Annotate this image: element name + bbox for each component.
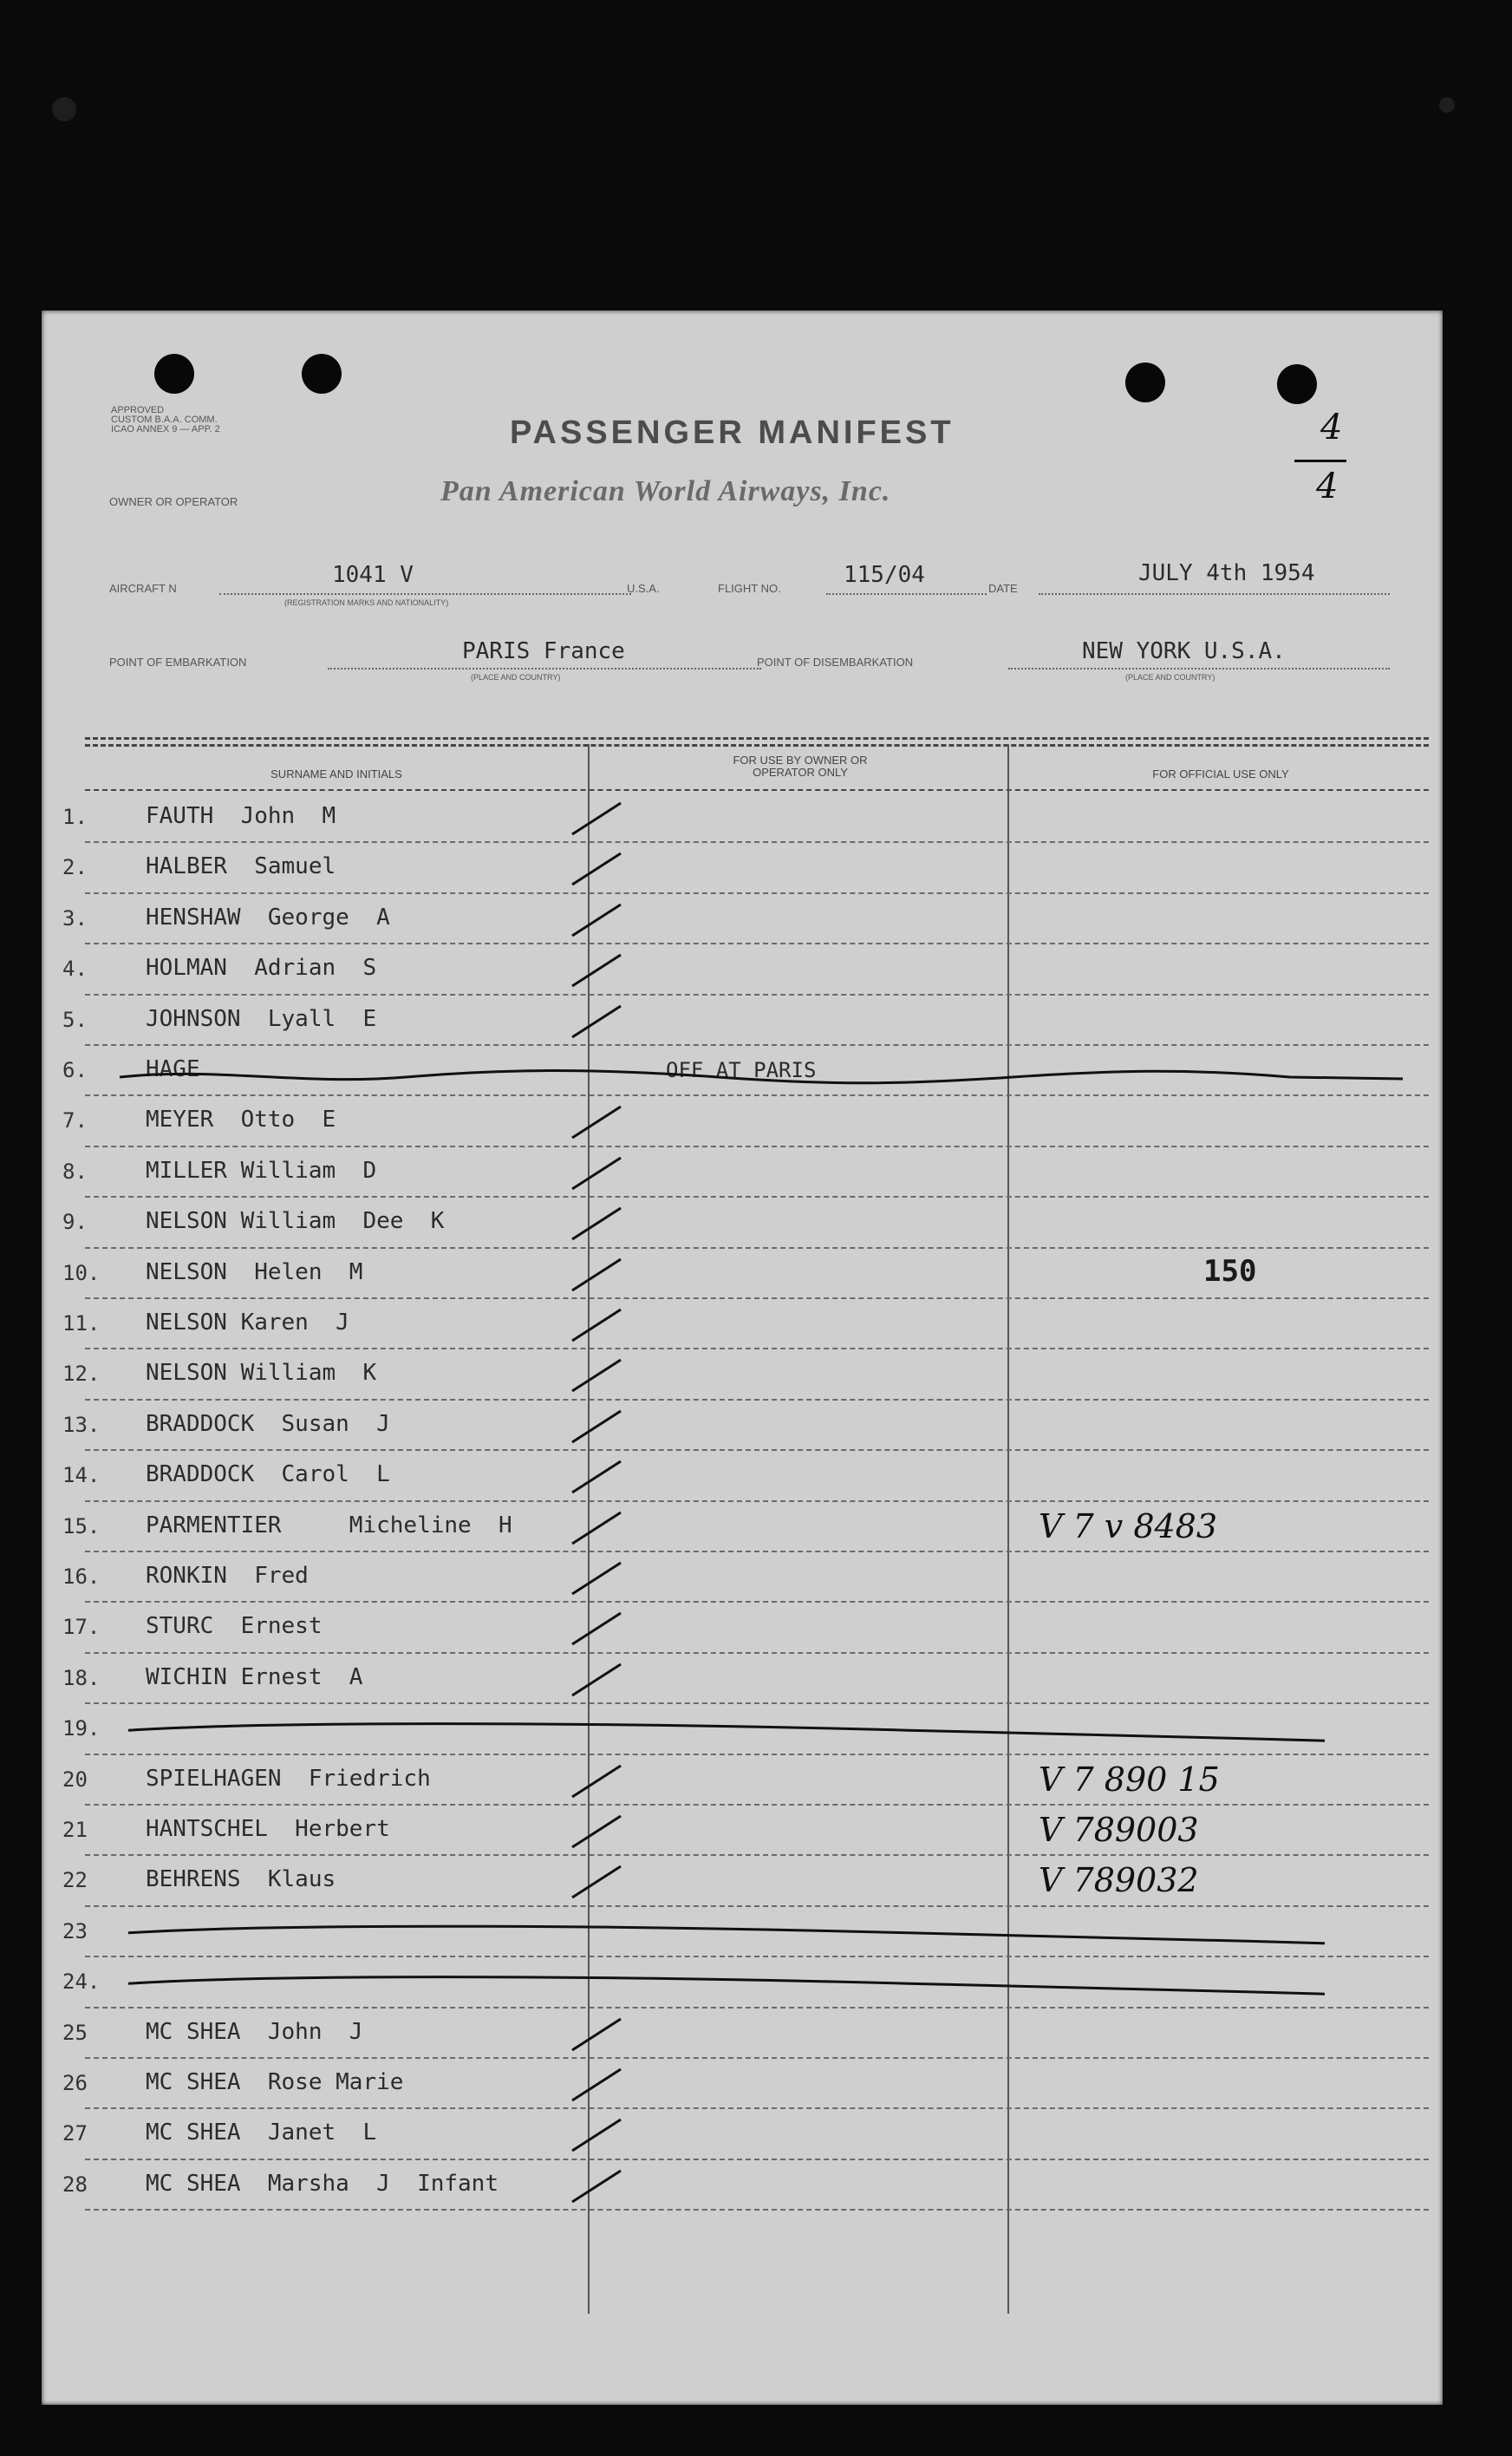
approval-line: APPROVED [111, 405, 165, 415]
row-number: 12. [62, 1362, 101, 1387]
row-rule [85, 1196, 1429, 1198]
table-row [42, 2162, 1443, 2212]
check-mark-icon [570, 1205, 622, 1244]
passenger-name: MC SHEA Rose Marie [146, 2069, 404, 2095]
column-header-official: FOR OFFICIAL USE ONLY [1152, 768, 1289, 781]
table-row [42, 1199, 1443, 1250]
row-number: 5. [62, 1007, 88, 1032]
row-number: 4. [62, 957, 88, 982]
row-rule [85, 2057, 1429, 2059]
row-number: 27 [62, 2121, 88, 2146]
row-rule [85, 1702, 1429, 1704]
table-row [42, 896, 1443, 946]
date-label: DATE [988, 582, 1018, 595]
header-rule [85, 789, 1429, 791]
row-rule [85, 1652, 1429, 1654]
table-row [42, 997, 1443, 1048]
row-rule [85, 1601, 1429, 1603]
official-entry: V 789003 [1039, 1811, 1199, 1849]
row-number: 11. [62, 1311, 101, 1336]
flight-label: FLIGHT NO. [718, 582, 781, 595]
row-number: 19. [62, 1716, 101, 1741]
approval-line: ICAO ANNEX 9 — APP. 2 [111, 424, 220, 434]
check-mark-icon [570, 1813, 622, 1852]
check-mark-icon [570, 1762, 622, 1802]
row-rule [85, 1247, 1429, 1249]
passenger-name: RONKIN Fred [146, 1563, 309, 1589]
passenger-name: NELSON William Dee K [146, 1208, 445, 1235]
disembark-value: NEW YORK U.S.A. [1082, 638, 1286, 664]
passenger-name: BRADDOCK Susan J [146, 1410, 390, 1437]
check-mark-icon [570, 2066, 622, 2106]
passenger-name: MC SHEA Marsha J Infant [146, 2170, 499, 2197]
check-mark-icon [570, 951, 622, 991]
row-rule [85, 1804, 1429, 1806]
row-number: 10. [62, 1260, 101, 1285]
table-row [42, 1504, 1443, 1554]
row-number: 9. [62, 1210, 88, 1235]
row-number: 23 [62, 1918, 88, 1943]
column-header-surname: SURNAME AND INITIALS [270, 768, 402, 781]
approval-block [111, 406, 250, 434]
check-mark-icon [570, 1408, 622, 1447]
official-entry: V 7 v 8483 [1039, 1506, 1218, 1545]
page-mark-bottom: 4 [1316, 467, 1339, 506]
country-label: U.S.A. [627, 582, 660, 595]
date-value: JULY 4th 1954 [1138, 560, 1315, 586]
passenger-name: MILLER William D [146, 1157, 377, 1184]
row-number: 26 [62, 2071, 88, 2095]
row-number: 6. [62, 1058, 88, 1082]
row-rule [85, 1956, 1429, 1957]
row-rule [85, 1399, 1429, 1401]
passenger-name: STURC Ernest [146, 1613, 323, 1640]
row-rule [85, 892, 1429, 894]
punch-hole [154, 354, 194, 394]
table-row [42, 1351, 1443, 1401]
row-number: 1. [62, 805, 88, 829]
row-rule [85, 943, 1429, 944]
check-mark-icon [570, 2015, 622, 2055]
punch-hole [1125, 363, 1165, 402]
table-row [42, 1858, 1443, 1908]
table-row [42, 1909, 1443, 1959]
official-entry: V 789032 [1039, 1861, 1199, 1900]
check-mark-icon [570, 1306, 622, 1346]
film-dust-speck [1439, 97, 1455, 113]
passenger-name: FAUTH John M [146, 803, 336, 829]
check-mark-icon [570, 1509, 622, 1549]
table-row [42, 1959, 1443, 2009]
row-number: 16. [62, 1564, 101, 1589]
check-mark-icon [570, 2116, 622, 2156]
form-title: PASSENGER MANIFEST [510, 415, 955, 451]
row-number: 7. [62, 1108, 88, 1133]
row-number: 25 [62, 2020, 88, 2045]
passenger-name: NELSON Helen M [146, 1258, 363, 1285]
header-rule [85, 744, 1429, 747]
row-rule [85, 1551, 1429, 1552]
table-row [42, 794, 1443, 845]
row-rule [85, 1044, 1429, 1046]
passenger-name: MEYER Otto E [146, 1107, 336, 1133]
passenger-name: HANTSCHEL Herbert [146, 1816, 390, 1842]
approval-line: CUSTOM B.A.A. COMM. [111, 415, 218, 425]
row-number: 13. [62, 1412, 101, 1437]
passenger-name: HOLMAN Adrian S [146, 955, 377, 982]
disembark-label: POINT OF DISEMBARKATION [757, 656, 914, 669]
row-number: 15. [62, 1513, 101, 1538]
table-row [42, 1402, 1443, 1453]
table-row [42, 1807, 1443, 1858]
check-mark-icon [570, 1103, 622, 1143]
table-row [42, 1453, 1443, 1503]
row-rule [85, 1449, 1429, 1451]
table-row [42, 1604, 1443, 1655]
embark-label: POINT OF EMBARKATION [109, 656, 247, 669]
row-rule [85, 841, 1429, 843]
row-rule [85, 1094, 1429, 1096]
passenger-name: MC SHEA Janet L [146, 2120, 377, 2146]
row-rule [85, 1146, 1429, 1147]
row-rule [85, 1500, 1429, 1502]
row-number: 14. [62, 1463, 101, 1488]
table-row [42, 1301, 1443, 1351]
table-row [42, 1757, 1443, 1807]
punch-hole [302, 354, 342, 394]
passenger-name: BRADDOCK Carol L [146, 1461, 390, 1488]
table-row [42, 1656, 1443, 1706]
passenger-name: PARMENTIER Micheline H [146, 1512, 512, 1538]
aircraft-value: 1041 V [332, 562, 414, 588]
row-rule [85, 1854, 1429, 1856]
aircraft-label: AIRCRAFT N [109, 582, 177, 595]
row-rule [85, 2107, 1429, 2109]
punch-hole [1277, 364, 1317, 404]
disembark-line [1008, 668, 1390, 670]
aircraft-line [219, 593, 631, 595]
table-row [42, 946, 1443, 996]
owner-note: OFF AT PARIS [666, 1058, 817, 1082]
official-entry: 150 [1203, 1253, 1257, 1289]
passenger-name: NELSON Karen J [146, 1310, 349, 1336]
check-mark-icon [570, 2167, 622, 2207]
date-line [1039, 593, 1390, 595]
passenger-name: MC SHEA John J [146, 2018, 363, 2045]
check-mark-icon [570, 800, 622, 839]
check-mark-icon [570, 1003, 622, 1042]
row-number: 20 [62, 1767, 88, 1792]
row-rule [85, 2007, 1429, 2009]
check-mark-icon [570, 1256, 622, 1296]
passenger-name: JOHNSON Lyall E [146, 1005, 377, 1032]
table-row [42, 1149, 1443, 1199]
row-number: 8. [62, 1159, 88, 1184]
row-rule [85, 1348, 1429, 1349]
passenger-name: BEHRENS Klaus [146, 1866, 336, 1893]
check-mark-icon [570, 1559, 622, 1599]
owner-label: OWNER OR OPERATOR [109, 495, 238, 508]
row-number: 21 [62, 1818, 88, 1842]
table-row [42, 1554, 1443, 1604]
row-number: 17. [62, 1615, 101, 1640]
row-rule [85, 994, 1429, 996]
passenger-name: HENSHAW George A [146, 904, 390, 931]
embark-value: PARIS France [462, 638, 625, 664]
aircraft-sub: (REGISTRATION MARKS AND NATIONALITY) [284, 598, 449, 607]
table-row [42, 1706, 1443, 1756]
table-row [42, 1048, 1443, 1098]
page-mark-divider [1294, 460, 1346, 462]
check-mark-icon [570, 1458, 622, 1498]
row-rule [85, 2209, 1429, 2211]
check-mark-icon [570, 1154, 622, 1194]
row-number: 24. [62, 1969, 101, 1995]
check-mark-icon [570, 1610, 622, 1649]
check-mark-icon [570, 1863, 622, 1903]
disembark-sub: (PLACE AND COUNTRY) [1125, 673, 1215, 682]
row-number: 22 [62, 1868, 88, 1893]
passenger-name: WICHIN Ernest A [146, 1663, 363, 1690]
flight-line [826, 593, 987, 595]
table-row [42, 1251, 1443, 1301]
row-rule [85, 1905, 1429, 1907]
row-rule [85, 2159, 1429, 2160]
passenger-name: HAGE [146, 1056, 200, 1082]
page-mark-top: 4 [1320, 408, 1343, 447]
passenger-name: HALBER Samuel [146, 853, 336, 880]
embark-sub: (PLACE AND COUNTRY) [471, 673, 561, 682]
row-number: 2. [62, 855, 88, 880]
check-mark-icon [570, 1356, 622, 1396]
passenger-name: NELSON William K [146, 1360, 377, 1387]
operator-name: Pan American World Airways, Inc. [440, 475, 891, 507]
official-entry: V 7 890 15 [1039, 1760, 1220, 1799]
table-row [42, 2061, 1443, 2111]
check-mark-icon [570, 1661, 622, 1701]
row-number: 28 [62, 2172, 88, 2197]
embark-line [328, 668, 761, 670]
film-dust-speck [52, 97, 76, 121]
header-rule [85, 737, 1429, 740]
row-rule [85, 1297, 1429, 1299]
row-rule [85, 1754, 1429, 1755]
table-row [42, 845, 1443, 895]
check-mark-icon [570, 901, 622, 941]
column-header-owner: FOR USE BY OWNER OR OPERATOR ONLY [733, 754, 868, 779]
passenger-name: SPIELHAGEN Friedrich [146, 1765, 431, 1792]
table-row [42, 2111, 1443, 2161]
check-mark-icon [570, 850, 622, 890]
row-number: 3. [62, 905, 88, 931]
table-row [42, 1098, 1443, 1148]
table-row [42, 2010, 1443, 2061]
flight-value: 115/04 [844, 562, 925, 588]
manifest-page [42, 310, 1443, 2405]
row-number: 18. [62, 1665, 101, 1690]
